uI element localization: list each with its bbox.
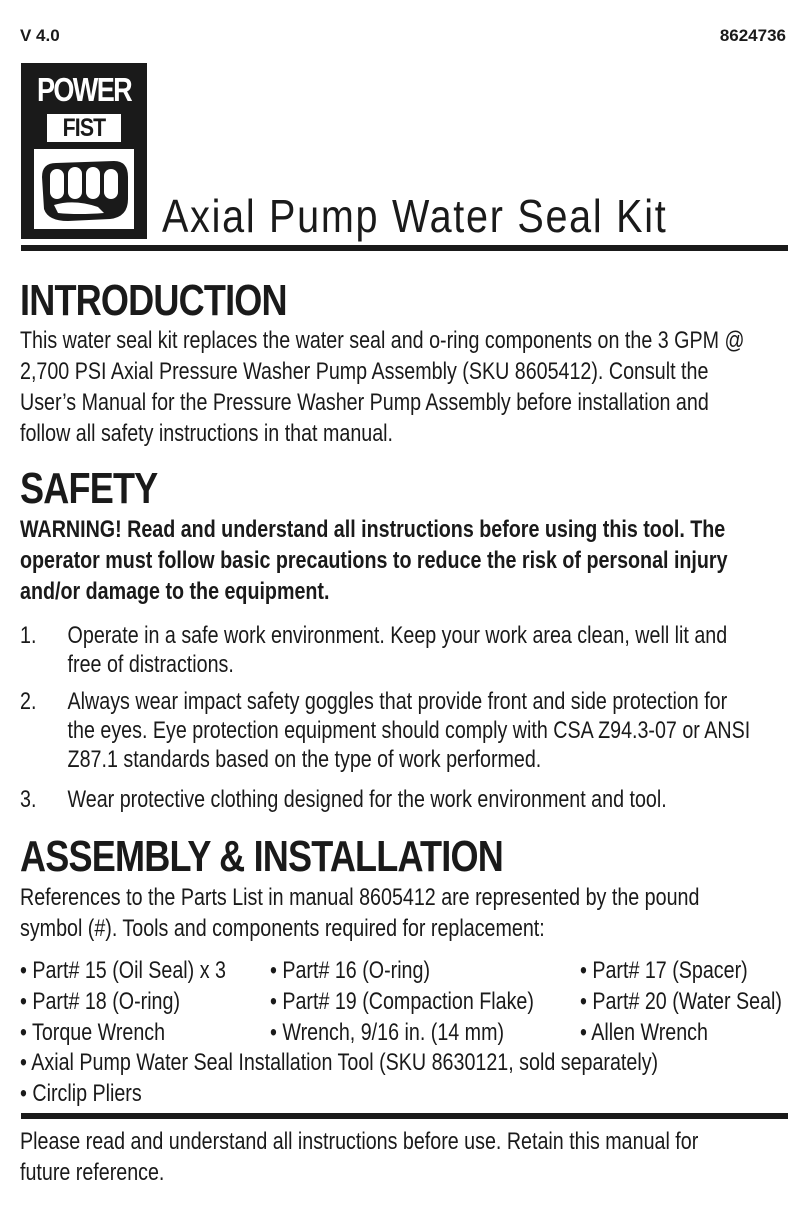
safety-item-3 (20, 785, 791, 814)
footer-line: Please read and understand all instructions before use. Retain this manual for (20, 1128, 699, 1155)
parts-bullet: • Allen Wrench (580, 1019, 708, 1046)
parts-bullet: • Part# 20 (Water Seal) (580, 988, 782, 1015)
assembly-heading: ASSEMBLY & INSTALLATION (20, 832, 503, 881)
intro-line: This water seal kit replaces the water seal and o-ring components on the 3 GPM @ (20, 327, 745, 354)
intro-line: follow all safety instructions in that manual. (20, 420, 394, 447)
title-rule (21, 245, 788, 251)
logo-fist-text: FIST (62, 114, 106, 142)
footer-text (20, 1126, 791, 1188)
logo-power-text: POWER (36, 71, 132, 108)
intro-line: User’s Manual for the Pressure Washer Pump Assembly before installation and (20, 389, 709, 416)
parts-bullet: • Part# 19 (Compaction Flake) (270, 988, 534, 1015)
introduction-text (20, 325, 791, 449)
parts-bullet: • Part# 16 (O-ring) (270, 957, 431, 984)
parts-bullet: • Axial Pump Water Seal Installation Tool (SKU 8630121, sold separately) (20, 1049, 659, 1076)
parts-bullet: • Part# 17 (Spacer) (580, 957, 748, 984)
item-line: Always wear impact safety goggles that provide front and side protection for (67, 688, 728, 715)
document-title: Axial Pump Water Seal Kit (162, 190, 668, 242)
warning-line: and/or damage to the equipment. (20, 578, 330, 605)
item-number: 2. (20, 688, 37, 715)
introduction-heading: INTRODUCTION (20, 276, 287, 325)
logo-fist-box (47, 114, 121, 142)
sku-label: 8624736 (719, 26, 786, 45)
fist-icon (34, 149, 134, 229)
power-fist-logo (21, 63, 147, 239)
footer-rule (21, 1113, 788, 1119)
item-line: the eyes. Eye protection equipment should comply with CSA Z94.3-07 or ANSI (67, 717, 751, 744)
parts-bullet: • Wrench, 9/16 in. (14 mm) (270, 1019, 505, 1046)
intro-line: 2,700 PSI Axial Pressure Washer Pump Assembly (SKU 8605412). Consult the (20, 358, 709, 385)
item-line: Wear protective clothing designed for the work environment and tool. (67, 786, 667, 813)
parts-bullet: • Part# 15 (Oil Seal) x 3 (20, 957, 226, 984)
assembly-text (20, 882, 791, 944)
parts-bullet: • Part# 18 (O-ring) (20, 988, 181, 1015)
safety-item-2 (20, 687, 791, 774)
safety-warning (20, 514, 791, 607)
assembly-line: symbol (#). Tools and components required for replacement: (20, 915, 545, 942)
safety-item-1 (20, 621, 791, 679)
parts-bullet: • Torque Wrench (20, 1019, 166, 1046)
item-line: free of distractions. (67, 651, 234, 678)
parts-bullet: • Circlip Pliers (20, 1080, 142, 1107)
item-line: Operate in a safe work environment. Keep your work area clean, well lit and (67, 622, 728, 649)
item-line: Z87.1 standards based on the type of work performed. (67, 746, 542, 773)
item-number: 3. (20, 786, 37, 813)
warning-line: operator must follow basic precautions to reduce the risk of personal injury (20, 547, 728, 574)
warning-line: WARNING! Read and understand all instructions before using this tool. The (20, 516, 726, 543)
footer-line: future reference. (20, 1159, 165, 1186)
safety-heading: SAFETY (20, 464, 158, 513)
version-label: V 4.0 (20, 26, 60, 45)
item-number: 1. (20, 622, 37, 649)
assembly-line: References to the Parts List in manual 8605412 are represented by the pound (20, 884, 700, 911)
